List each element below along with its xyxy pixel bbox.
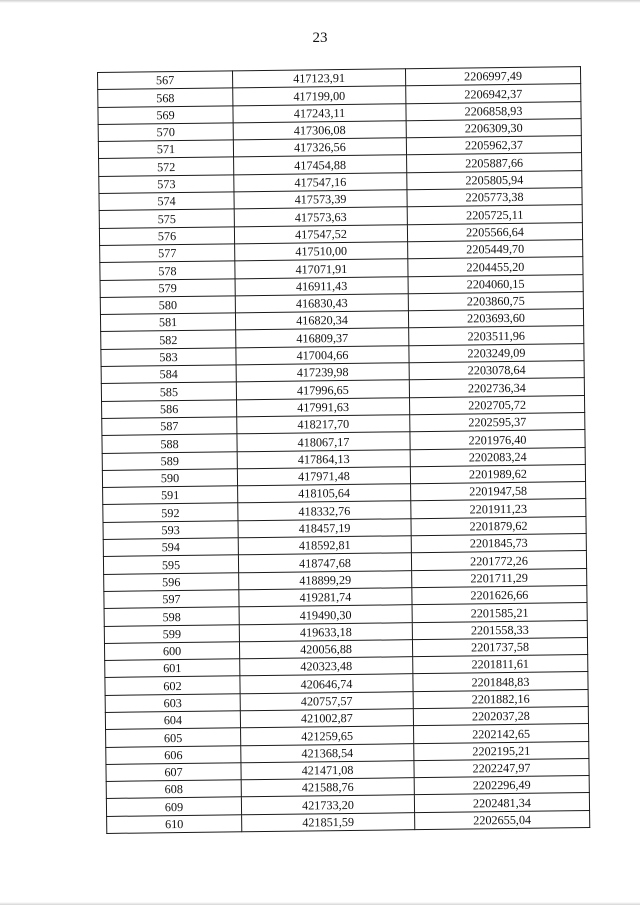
y-coordinate-cell: 2206309,30 [406,118,581,137]
y-coordinate-cell: 2203511,96 [409,326,584,345]
point-number-cell: 590 [102,469,237,488]
point-number-cell: 591 [103,486,238,505]
point-number-cell: 577 [100,244,235,263]
y-coordinate-cell: 2201882,16 [413,689,588,708]
x-coordinate-cell: 421259,65 [241,726,414,745]
point-number-cell: 578 [100,261,235,280]
x-coordinate-cell: 417123,91 [232,69,405,88]
y-coordinate-cell: 2206858,93 [406,101,581,120]
scan-top-edge [0,0,640,3]
y-coordinate-cell: 2206942,37 [406,84,581,103]
x-coordinate-cell: 417306,08 [233,121,406,140]
point-number-cell: 576 [99,227,234,246]
x-coordinate-cell: 420646,74 [240,674,413,693]
x-coordinate-cell: 416911,43 [235,276,408,295]
x-coordinate-cell: 418067,17 [237,432,410,451]
x-coordinate-cell: 419490,30 [239,605,412,624]
x-coordinate-cell: 421002,87 [240,709,413,728]
x-coordinate-cell: 417326,56 [233,138,406,157]
x-coordinate-cell: 421588,76 [241,778,414,797]
point-number-cell: 583 [101,348,236,367]
point-number-cell: 600 [104,642,239,661]
x-coordinate-cell: 421368,54 [241,743,414,762]
x-coordinate-cell: 421851,59 [242,812,415,831]
y-coordinate-cell: 2206997,49 [405,67,580,86]
coordinates-table-body [98,67,590,834]
point-number-cell: 603 [105,693,240,712]
point-number-cell: 607 [106,763,241,782]
x-coordinate-cell: 417573,63 [234,207,407,226]
point-number-cell: 579 [100,278,235,297]
y-coordinate-cell: 2202142,65 [414,724,589,743]
y-coordinate-cell: 2201737,58 [412,637,587,656]
x-coordinate-cell: 418105,64 [238,484,411,503]
x-coordinate-cell: 419633,18 [239,622,412,641]
x-coordinate-cell: 420323,48 [240,657,413,676]
y-coordinate-cell: 2204455,20 [408,257,583,276]
point-number-cell: 598 [104,607,239,626]
x-coordinate-cell: 417547,16 [234,173,407,192]
x-coordinate-cell: 417573,39 [234,190,407,209]
point-number-cell: 580 [100,296,235,315]
y-coordinate-cell: 2204060,15 [408,274,583,293]
point-number-cell: 597 [104,590,239,609]
point-number-cell: 601 [105,659,240,678]
y-coordinate-cell: 2201989,62 [410,464,585,483]
y-coordinate-cell: 2202595,37 [410,413,585,432]
y-coordinate-cell: 2201558,33 [412,620,587,639]
x-coordinate-cell: 417239,98 [236,363,409,382]
y-coordinate-cell: 2202736,34 [409,378,584,397]
x-coordinate-cell: 417454,88 [234,155,407,174]
x-coordinate-cell: 417199,00 [233,86,406,105]
point-number-cell: 609 [106,797,241,816]
x-coordinate-cell: 420757,57 [240,691,413,710]
point-number-cell: 599 [104,624,239,643]
point-number-cell: 584 [101,365,236,384]
y-coordinate-cell: 2202195,21 [414,741,589,760]
point-number-cell: 606 [106,745,241,764]
x-coordinate-cell: 420056,88 [239,639,412,658]
x-coordinate-cell: 416809,37 [236,328,409,347]
point-number-cell: 585 [101,382,236,401]
y-coordinate-cell: 2203860,75 [408,291,583,310]
x-coordinate-cell: 418592,81 [238,536,411,555]
y-coordinate-cell: 2201947,58 [411,482,586,501]
point-number-cell: 569 [98,105,233,124]
y-coordinate-cell: 2201848,83 [413,672,588,691]
y-coordinate-cell: 2203249,09 [409,343,584,362]
y-coordinate-cell: 2201711,29 [412,568,587,587]
y-coordinate-cell: 2205725,11 [407,205,582,224]
point-number-cell: 602 [105,676,240,695]
y-coordinate-cell: 2202705,72 [409,395,584,414]
x-coordinate-cell: 417243,11 [233,103,406,122]
y-coordinate-cell: 2205449,70 [408,240,583,259]
point-number-cell: 567 [98,71,233,90]
point-number-cell: 604 [105,711,240,730]
point-number-cell: 605 [106,728,241,747]
y-coordinate-cell: 2202083,24 [410,447,585,466]
point-number-cell: 595 [103,555,238,574]
x-coordinate-cell: 416820,34 [235,311,408,330]
x-coordinate-cell: 418899,29 [239,570,412,589]
point-number-cell: 581 [100,313,235,332]
x-coordinate-cell: 419281,74 [239,588,412,607]
y-coordinate-cell: 2203693,60 [408,309,583,328]
x-coordinate-cell: 418217,70 [237,415,410,434]
y-coordinate-cell: 2202037,28 [413,707,588,726]
point-number-cell: 572 [99,157,234,176]
y-coordinate-cell: 2205773,38 [407,188,582,207]
y-coordinate-cell: 2202247,97 [414,758,589,777]
point-number-cell: 593 [103,521,238,540]
y-coordinate-cell: 2201845,73 [411,534,586,553]
y-coordinate-cell: 2202481,34 [414,793,589,812]
y-coordinate-cell: 2202296,49 [414,776,589,795]
point-number-cell: 594 [103,538,238,557]
coordinates-table [97,66,590,834]
point-number-cell: 574 [99,192,234,211]
x-coordinate-cell: 417991,63 [237,397,410,416]
point-number-cell: 608 [106,780,241,799]
point-number-cell: 582 [101,330,236,349]
y-coordinate-cell: 2205566,64 [407,222,582,241]
page-number: 23 [312,30,328,46]
y-coordinate-cell: 2205887,66 [407,153,582,172]
x-coordinate-cell: 417510,00 [235,242,408,261]
x-coordinate-cell: 418747,68 [238,553,411,572]
point-number-cell: 610 [107,815,242,834]
point-number-cell: 571 [98,140,233,159]
point-number-cell: 573 [99,175,234,194]
y-coordinate-cell: 2201811,61 [413,655,588,674]
x-coordinate-cell: 417971,48 [237,467,410,486]
point-number-cell: 587 [102,417,237,436]
y-coordinate-cell: 2205805,94 [407,170,582,189]
x-coordinate-cell: 417071,91 [235,259,408,278]
y-coordinate-cell: 2205962,37 [406,136,581,155]
y-coordinate-cell: 2201976,40 [410,430,585,449]
point-number-cell: 568 [98,88,233,107]
x-coordinate-cell: 417004,66 [236,345,409,364]
point-number-cell: 575 [99,209,234,228]
x-coordinate-cell: 416830,43 [235,294,408,313]
point-number-cell: 586 [102,399,237,418]
x-coordinate-cell: 418332,76 [238,501,411,520]
y-coordinate-cell: 2201911,23 [411,499,586,518]
y-coordinate-cell: 2201879,62 [411,516,586,535]
point-number-cell: 592 [103,503,238,522]
point-number-cell: 570 [98,123,233,142]
y-coordinate-cell: 2201772,26 [411,551,586,570]
x-coordinate-cell: 418457,19 [238,518,411,537]
x-coordinate-cell: 421733,20 [241,795,414,814]
point-number-cell: 589 [102,451,237,470]
x-coordinate-cell: 421471,08 [241,761,414,780]
y-coordinate-cell: 2203078,64 [409,361,584,380]
y-coordinate-cell: 2202655,04 [415,810,590,829]
y-coordinate-cell: 2201585,21 [412,603,587,622]
x-coordinate-cell: 417864,13 [237,449,410,468]
point-number-cell: 596 [104,572,239,591]
y-coordinate-cell: 2201626,66 [412,585,587,604]
x-coordinate-cell: 417996,65 [236,380,409,399]
point-number-cell: 588 [102,434,237,453]
x-coordinate-cell: 417547,52 [234,224,407,243]
